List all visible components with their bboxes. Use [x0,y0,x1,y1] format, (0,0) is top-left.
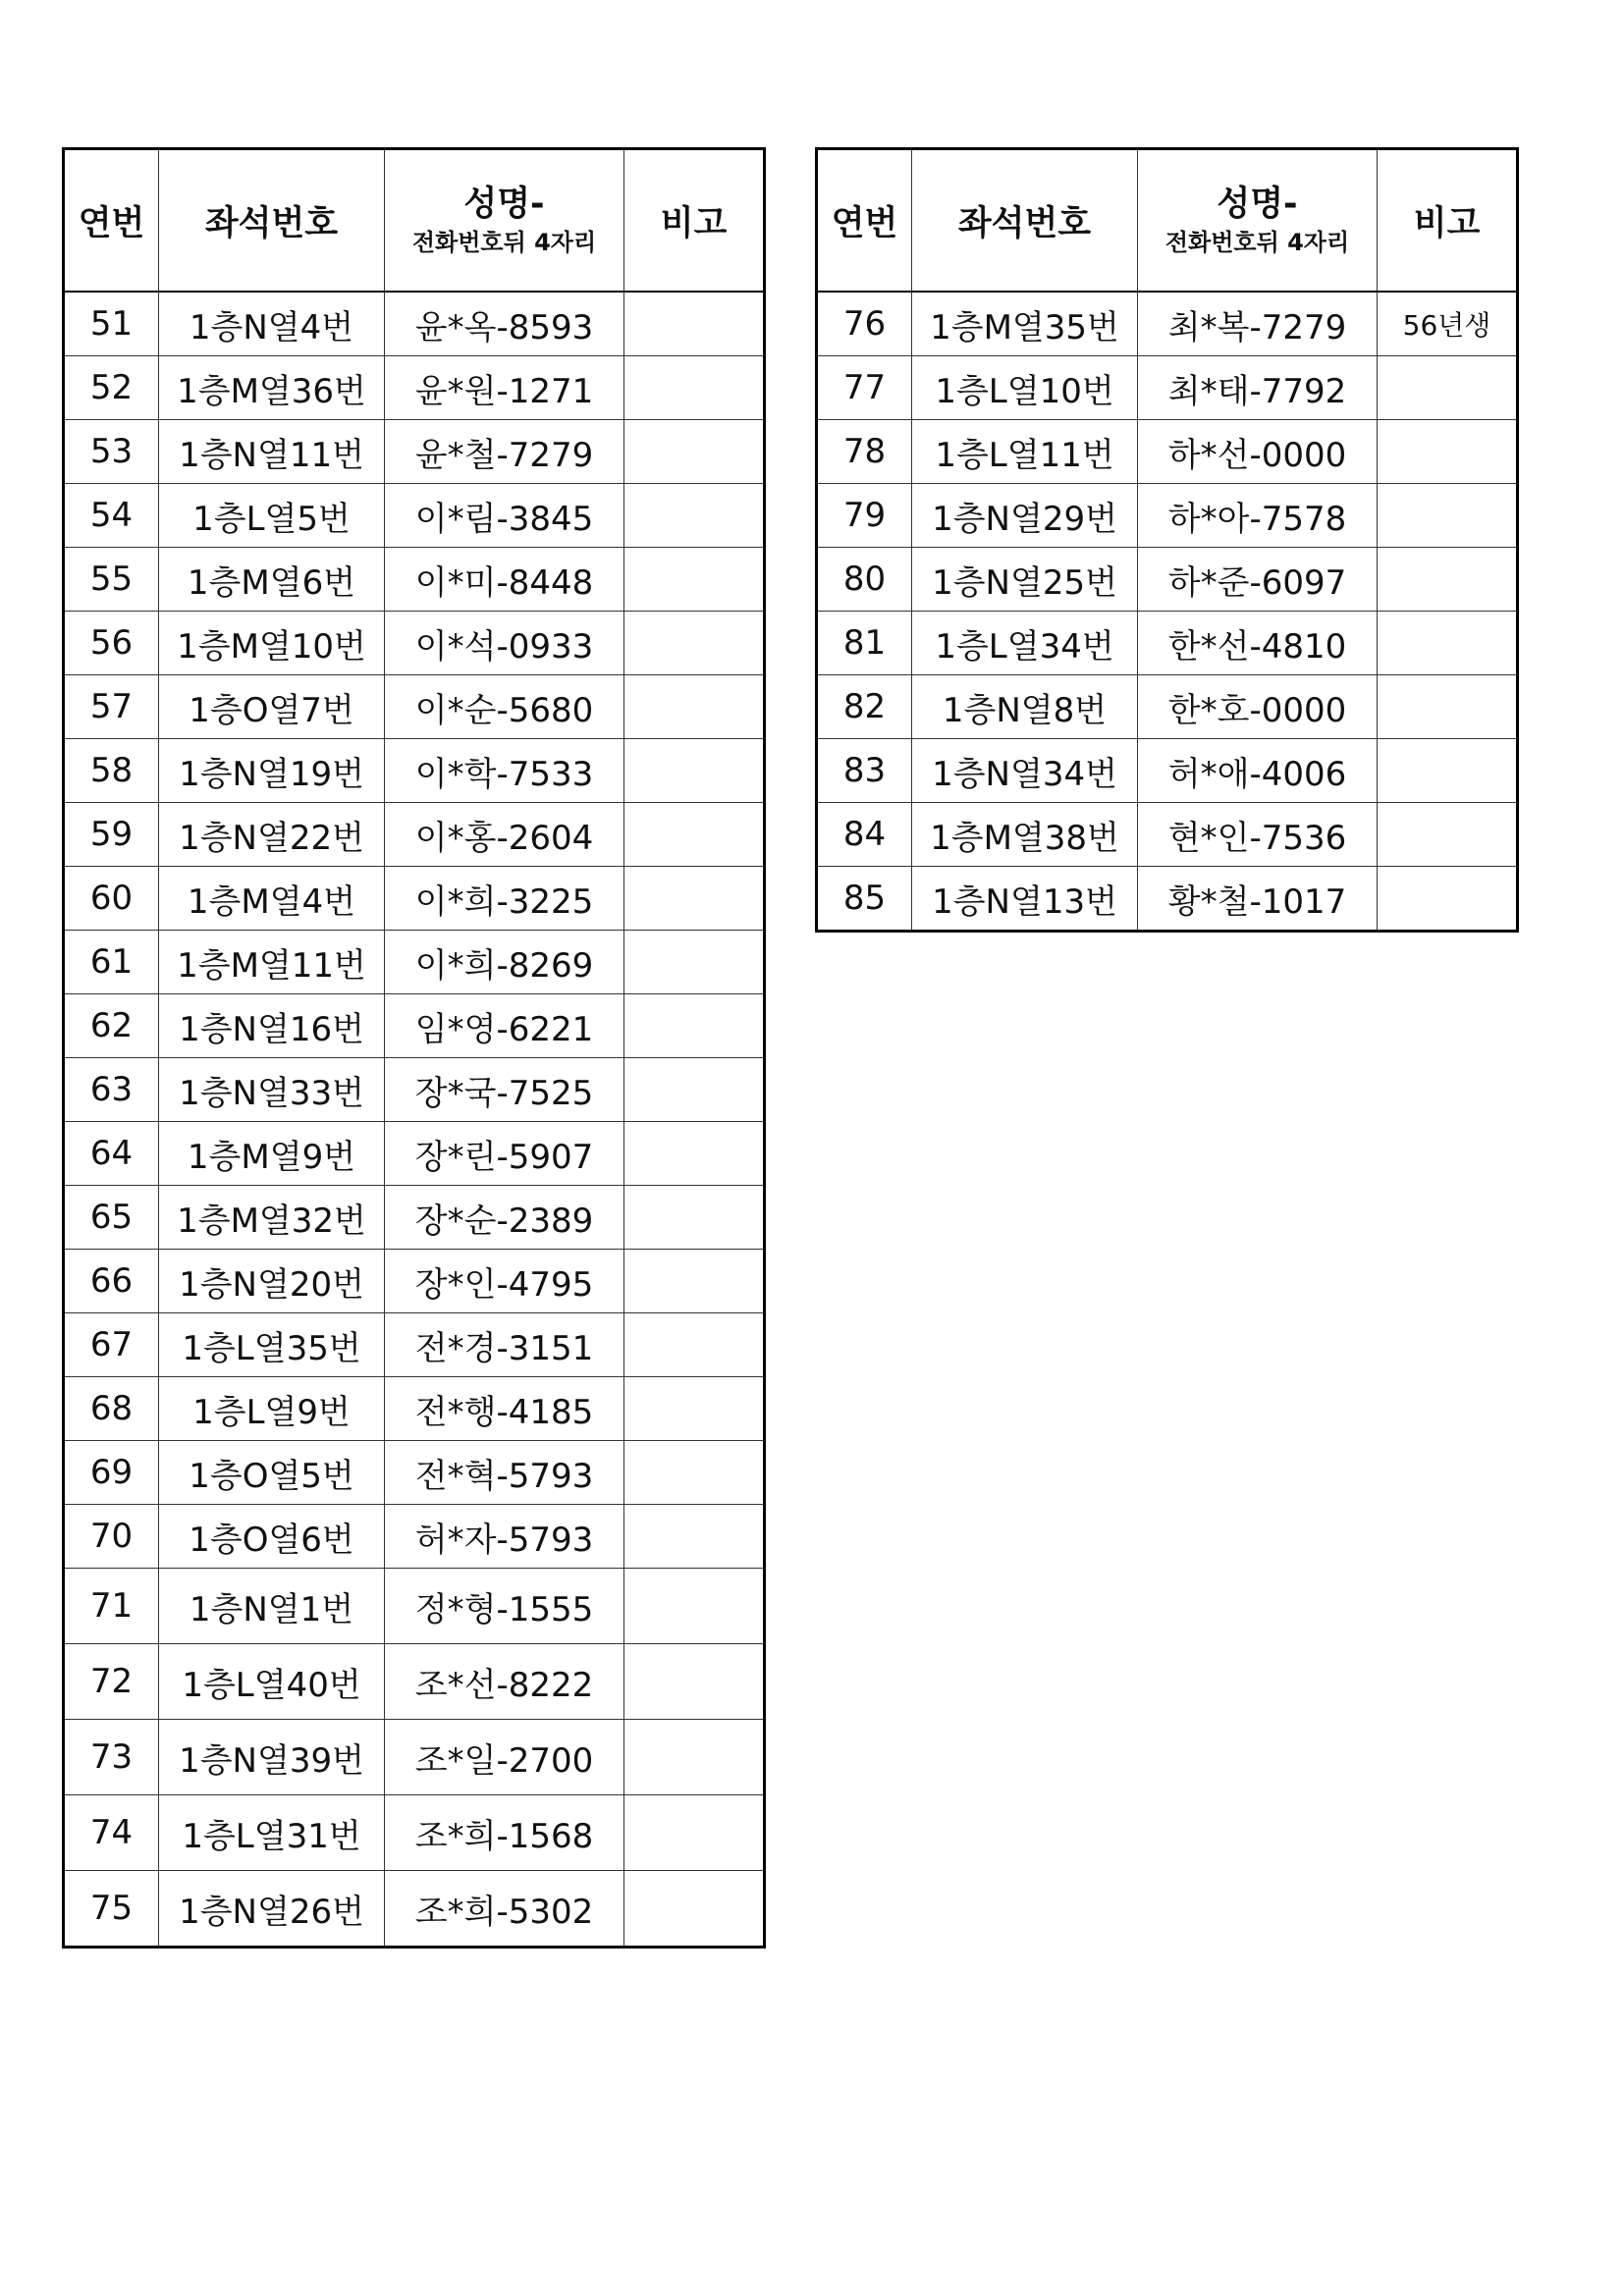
header-no: 연번 [817,149,912,293]
cell-seat: 1층M열35번 [912,292,1138,356]
cell-seat: 1층L열31번 [159,1795,385,1871]
cell-no: 54 [64,484,159,548]
table-row [817,420,1518,484]
cell-note [624,612,765,675]
cell-no: 58 [64,739,159,803]
cell-no: 57 [64,675,159,739]
table-row [64,548,765,612]
cell-seat: 1층N열20번 [159,1250,385,1313]
cell-seat: 1층N열11번 [159,420,385,484]
table-row [64,612,765,675]
header-name-main: 성명- [1217,184,1298,224]
table-row [817,867,1518,932]
table-row [64,1505,765,1569]
cell-no: 79 [817,484,912,548]
cell-name: 윤*옥-8593 [385,292,624,356]
cell-note [624,1795,765,1871]
cell-no: 64 [64,1122,159,1186]
table-row [64,1871,765,1948]
cell-name: 현*인-7536 [1138,803,1378,867]
table-row [64,1441,765,1505]
cell-no: 70 [64,1505,159,1569]
cell-note [624,994,765,1058]
cell-no: 73 [64,1720,159,1795]
cell-no: 81 [817,612,912,675]
cell-seat: 1층N열13번 [912,867,1138,932]
cell-note [1378,803,1518,867]
cell-seat: 1층L열11번 [912,420,1138,484]
cell-name: 황*철-1017 [1138,867,1378,932]
table-row [64,1122,765,1186]
cell-seat: 1층N열22번 [159,803,385,867]
cell-seat: 1층L열40번 [159,1644,385,1720]
cell-note [624,803,765,867]
table-row [64,1720,765,1795]
cell-seat: 1층L열35번 [159,1313,385,1377]
cell-note [624,1186,765,1250]
cell-name: 하*아-7578 [1138,484,1378,548]
cell-seat: 1층N열34번 [912,739,1138,803]
cell-no: 51 [64,292,159,356]
cell-no: 60 [64,867,159,931]
cell-seat: 1층N열25번 [912,548,1138,612]
cell-note [624,1505,765,1569]
cell-name: 장*린-5907 [385,1122,624,1186]
table-row [64,356,765,420]
cell-note [624,548,765,612]
cell-note [1378,356,1518,420]
cell-note [624,675,765,739]
cell-name: 하*선-0000 [1138,420,1378,484]
cell-no: 85 [817,867,912,932]
table-header [817,149,1518,293]
cell-no: 69 [64,1441,159,1505]
header-name [385,149,624,293]
cell-name: 이*석-0933 [385,612,624,675]
cell-seat: 1층N열33번 [159,1058,385,1122]
cell-note [1378,420,1518,484]
cell-no: 68 [64,1377,159,1441]
table-row [817,356,1518,420]
cell-no: 55 [64,548,159,612]
cell-note [624,1122,765,1186]
cell-note [624,292,765,356]
cell-seat: 1층N열26번 [159,1871,385,1948]
cell-seat: 1층L열10번 [912,356,1138,420]
cell-seat: 1층O열6번 [159,1505,385,1569]
cell-note [624,867,765,931]
table-row [64,292,765,356]
cell-no: 75 [64,1871,159,1948]
cell-name: 조*희-5302 [385,1871,624,1948]
cell-name: 조*선-8222 [385,1644,624,1720]
cell-name: 정*형-1555 [385,1569,624,1644]
cell-seat: 1층N열8번 [912,675,1138,739]
cell-no: 61 [64,931,159,994]
cell-note [624,420,765,484]
table-row [64,1058,765,1122]
cell-note [624,1644,765,1720]
cell-note [624,1058,765,1122]
cell-note [1378,867,1518,932]
cell-name: 장*인-4795 [385,1250,624,1313]
table-row [64,803,765,867]
cell-no: 65 [64,1186,159,1250]
seat-table-left [62,147,766,1949]
cell-note [624,739,765,803]
table-row [64,1644,765,1720]
cell-name: 윤*원-1271 [385,356,624,420]
cell-seat: 1층N열1번 [159,1569,385,1644]
cell-note [1378,548,1518,612]
table-row [817,739,1518,803]
table-row [817,484,1518,548]
table-row [64,675,765,739]
cell-note [1378,484,1518,548]
cell-name: 이*림-3845 [385,484,624,548]
cell-seat: 1층L열9번 [159,1377,385,1441]
table-row [817,548,1518,612]
cell-note: 56년생 [1378,292,1518,356]
cell-no: 76 [817,292,912,356]
cell-seat: 1층M열4번 [159,867,385,931]
cell-note [624,1871,765,1948]
table-body [817,292,1518,932]
table-row [64,994,765,1058]
table-row [64,1377,765,1441]
cell-note [624,931,765,994]
cell-name: 장*국-7525 [385,1058,624,1122]
cell-note [624,356,765,420]
cell-note [624,1250,765,1313]
cell-no: 80 [817,548,912,612]
header-name-sub: 전화번호뒤 4자리 [411,228,597,256]
cell-no: 59 [64,803,159,867]
table-body [64,292,765,1948]
cell-no: 84 [817,803,912,867]
seat-table-right [815,147,1519,933]
table-row [64,420,765,484]
cell-name: 이*학-7533 [385,739,624,803]
cell-no: 52 [64,356,159,420]
cell-name: 한*선-4810 [1138,612,1378,675]
cell-name: 장*순-2389 [385,1186,624,1250]
cell-no: 74 [64,1795,159,1871]
cell-name: 전*행-4185 [385,1377,624,1441]
cell-name: 이*순-5680 [385,675,624,739]
header-seat: 좌석번호 [912,149,1138,293]
table-row [64,1250,765,1313]
table-row [817,675,1518,739]
cell-seat: 1층M열11번 [159,931,385,994]
cell-no: 56 [64,612,159,675]
cell-no: 72 [64,1644,159,1720]
cell-seat: 1층O열7번 [159,675,385,739]
cell-name: 최*태-7792 [1138,356,1378,420]
cell-name: 한*호-0000 [1138,675,1378,739]
cell-no: 66 [64,1250,159,1313]
table-row [64,867,765,931]
table-row [64,484,765,548]
header-note: 비고 [624,149,765,293]
cell-note [624,1377,765,1441]
cell-seat: 1층M열9번 [159,1122,385,1186]
cell-name: 이*희-8269 [385,931,624,994]
header-seat: 좌석번호 [159,149,385,293]
header-name-main: 성명- [463,184,545,224]
cell-no: 82 [817,675,912,739]
table-row [64,931,765,994]
table-row [64,1313,765,1377]
cell-seat: 1층M열10번 [159,612,385,675]
cell-note [624,1313,765,1377]
header-no: 연번 [64,149,159,293]
cell-note [624,1720,765,1795]
cell-no: 63 [64,1058,159,1122]
cell-seat: 1층M열36번 [159,356,385,420]
cell-note [624,484,765,548]
header-name [1138,149,1378,293]
cell-note [624,1569,765,1644]
cell-name: 조*희-1568 [385,1795,624,1871]
cell-seat: 1층O열5번 [159,1441,385,1505]
cell-name: 전*경-3151 [385,1313,624,1377]
table-row [64,1795,765,1871]
cell-seat: 1층N열39번 [159,1720,385,1795]
cell-note [1378,675,1518,739]
table-row [64,1569,765,1644]
cell-seat: 1층L열34번 [912,612,1138,675]
cell-seat: 1층N열29번 [912,484,1138,548]
header-name-sub: 전화번호뒤 4자리 [1164,228,1350,256]
cell-seat: 1층M열6번 [159,548,385,612]
cell-name: 하*준-6097 [1138,548,1378,612]
cell-no: 77 [817,356,912,420]
cell-seat: 1층M열32번 [159,1186,385,1250]
cell-name: 조*일-2700 [385,1720,624,1795]
header-note: 비고 [1378,149,1518,293]
cell-name: 이*미-8448 [385,548,624,612]
cell-seat: 1층N열4번 [159,292,385,356]
cell-note [1378,739,1518,803]
cell-no: 53 [64,420,159,484]
cell-name: 이*희-3225 [385,867,624,931]
table-header [64,149,765,293]
cell-name: 허*자-5793 [385,1505,624,1569]
cell-seat: 1층N열19번 [159,739,385,803]
table-row [817,803,1518,867]
cell-name: 임*영-6221 [385,994,624,1058]
table-row [817,292,1518,356]
cell-name: 이*홍-2604 [385,803,624,867]
cell-name: 최*복-7279 [1138,292,1378,356]
cell-note [1378,612,1518,675]
cell-no: 67 [64,1313,159,1377]
table-row [64,739,765,803]
table-row [64,1186,765,1250]
cell-no: 62 [64,994,159,1058]
cell-no: 71 [64,1569,159,1644]
cell-no: 78 [817,420,912,484]
cell-no: 83 [817,739,912,803]
cell-name: 전*혁-5793 [385,1441,624,1505]
cell-seat: 1층N열16번 [159,994,385,1058]
cell-seat: 1층L열5번 [159,484,385,548]
cell-name: 윤*철-7279 [385,420,624,484]
cell-name: 허*애-4006 [1138,739,1378,803]
table-row [817,612,1518,675]
cell-note [624,1441,765,1505]
cell-seat: 1층M열38번 [912,803,1138,867]
